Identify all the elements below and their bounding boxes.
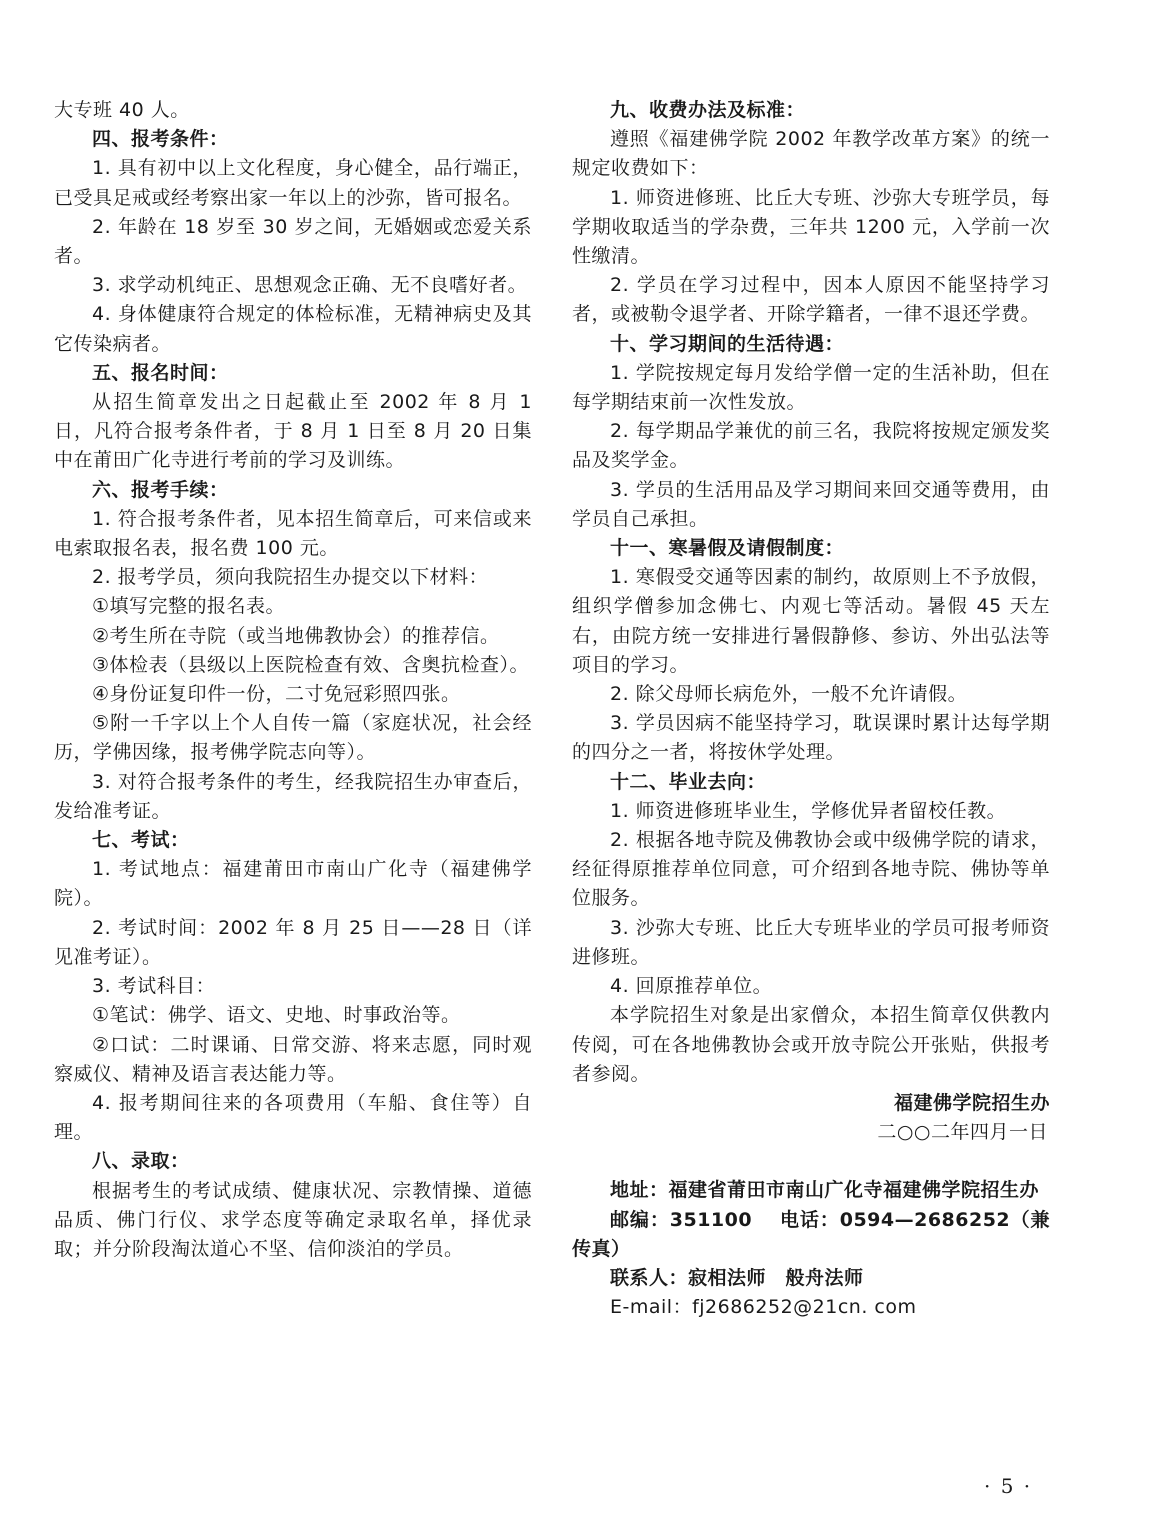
page-number: · 5 · xyxy=(984,1474,1033,1498)
paragraph-advanced-study: 3. 沙弥大专班、比丘大专班毕业的学员可报考师资进修班。 xyxy=(572,916,1050,968)
spacer xyxy=(572,1147,1050,1176)
paragraph-age: 2. 年龄在 18 岁至 30 岁之间，无婚姻或恋爱关系者。 xyxy=(54,215,532,268)
signature: 福建佛学院招生办 xyxy=(893,1091,1050,1114)
section-heading-holidays: 十一、寒暑假及请假制度： xyxy=(610,537,845,560)
email: E-mail：fj2686252@21cn. com xyxy=(610,1296,917,1319)
paragraph-exam-subjects: 3. 考试科目： xyxy=(92,975,216,998)
paragraph-allowance: 1. 学院按规定每月发给学僧一定的生活补助，但在每学期结束前一次性发放。 xyxy=(572,361,1050,414)
paragraph-sick-leave: 3. 学员因病不能坚持学习，耽误课时累计达每学期的四分之一者，将按休学处理。 xyxy=(572,712,1050,764)
paragraph-exam-time: 2. 考试时间：2002 年 8 月 25 日——28 日（详见准考证）。 xyxy=(54,916,532,968)
paragraph-admission-ticket: 3. 对符合报考条件的考生，经我院招生办审查后，发给准考证。 xyxy=(54,770,532,822)
section-heading-fees: 九、收费办法及标准： xyxy=(610,99,806,121)
paragraph-exam-location: 1. 考试地点：福建莆田市南山广化寺（福建佛学院）。 xyxy=(54,858,532,910)
right-column xyxy=(572,96,1050,1322)
paragraph-motivation: 3. 求学动机纯正、思想观念正确、无不良嗜好者。 xyxy=(92,274,528,297)
paragraph-materials: 2. 报考学员，须向我院招生办提交以下材料： xyxy=(92,566,489,589)
paragraph-registration-time: 从招生简章发出之日起截止至 2002 年 8 月 1 日，凡符合报考条件者，于 8 月 1 日至 8 月 20 日集中在莆田广化寺进行考前的学习及训练。 xyxy=(54,391,532,472)
paragraph-scholarship: 2. 每学期品学兼优的前三名，我院将按规定颁发奖品及奖学金。 xyxy=(572,420,1050,472)
contacts: 联系人：寂相法师 般舟法师 xyxy=(610,1266,864,1289)
paragraph-tuition: 1. 师资进修班、比丘大专班、沙弥大专班学员，每学期收取适当的学杂费，三年共 1200 元，入学前一次性缴清。 xyxy=(572,186,1050,268)
postcode-phone: 邮编：351100 电话：0594—2686252（兼传真） xyxy=(572,1208,1050,1260)
date: 二○○二年四月一日 xyxy=(877,1121,1048,1144)
section-heading-graduation: 十二、毕业去向： xyxy=(610,770,767,793)
list-item-recommendation: ②考生所在寺院（或当地佛教协会）的推荐信。 xyxy=(92,624,500,647)
paragraph-fee-basis: 遵照《福建佛学院 2002 年教学改革方案》的统一规定收费如下： xyxy=(572,128,1050,180)
section-heading-procedures: 六、报考手续： xyxy=(92,478,229,501)
paragraph-notice: 本学院招生对象是出家僧众，本招生简章仅供教内传阅，可在各地佛教协会或开放寺院公开张贴，供报考者参阅。 xyxy=(572,1004,1050,1085)
paragraph-living-costs: 3. 学员的生活用品及学习期间来回交通等费用，由学员自己承担。 xyxy=(572,478,1050,530)
list-item-written-exam: ①笔试：佛学、语文、史地、时事政治等。 xyxy=(92,1004,461,1027)
paragraph-education: 1. 具有初中以上文化程度，身心健全，品行端正，已受具足戒或经考察出家一年以上的沙弥，皆可报名。 xyxy=(54,157,532,209)
paragraph-referral: 2. 根据各地寺院及佛教协会或中级佛学院的请求，经征得原推荐单位同意，可介绍到各地寺院、佛协等单位服务。 xyxy=(572,829,1050,910)
address: 地址：福建省莆田市南山广化寺福建佛学院招生办 xyxy=(610,1179,1040,1202)
list-item-medical: ③体检表（县级以上医院检查有效、含奥抗检查）。 xyxy=(92,653,530,676)
list-item-autobiography: ⑤附一千字以上个人自传一篇（家庭状况，社会经历，学佛因缘，报考佛学院志向等）。 xyxy=(54,712,532,764)
section-heading-requirements: 四、报考条件： xyxy=(92,128,229,151)
paragraph-vacation: 1. 寒假受交通等因素的制约，故原则上不予放假，组织学僧参加念佛七、内观七等活动。暑假 45 天左右，由院方统一安排进行暑假静修、参访、外出弘法等项目的学习。 xyxy=(572,566,1050,676)
list-item-id: ④身份证复印件一份，二寸免冠彩照四张。 xyxy=(92,683,461,706)
list-item-oral-exam: ②口试：二时课诵、日常交游、将来志愿，同时观察威仪、精神及语言表达能力等。 xyxy=(54,1033,532,1085)
list-item-form: ①填写完整的报名表。 xyxy=(92,595,286,618)
paragraph-class-size: 大专班 40 人。 xyxy=(54,99,190,121)
section-heading-admission: 八、录取： xyxy=(92,1150,190,1173)
paragraph-leave: 2. 除父母师长病危外，一般不允许请假。 xyxy=(610,683,968,706)
paragraph-admission: 根据考生的考试成绩、健康状况、宗教情操、道德品质、佛门行仪、求学态度等确定录取名单，择优录取；并分阶段淘汰道心不坚、信仰淡泊的学员。 xyxy=(54,1179,532,1260)
paragraph-expenses: 4. 报考期间往来的各项费用（车船、食住等）自理。 xyxy=(54,1091,532,1144)
left-column xyxy=(54,96,532,1264)
paragraph-health: 4. 身体健康符合规定的体检标准，无精神病史及其它传染病者。 xyxy=(54,303,532,355)
paragraph-application-form: 1. 符合报考条件者，见本招生简章后，可来信或来电索取报名表，报名费 100 元。 xyxy=(54,507,532,560)
section-heading-registration-time: 五、报名时间： xyxy=(92,361,229,384)
paragraph-no-refund: 2. 学员在学习过程中，因本人原因不能坚持学习者，或被勒令退学者、开除学籍者，一律不退还学费。 xyxy=(572,274,1050,326)
section-heading-exam: 七、考试： xyxy=(92,829,190,852)
paragraph-teaching: 1. 师资进修班毕业生，学修优异者留校任教。 xyxy=(610,799,1007,822)
section-heading-living: 十、学习期间的生活待遇： xyxy=(610,332,845,355)
paragraph-return: 4. 回原推荐单位。 xyxy=(610,975,773,998)
